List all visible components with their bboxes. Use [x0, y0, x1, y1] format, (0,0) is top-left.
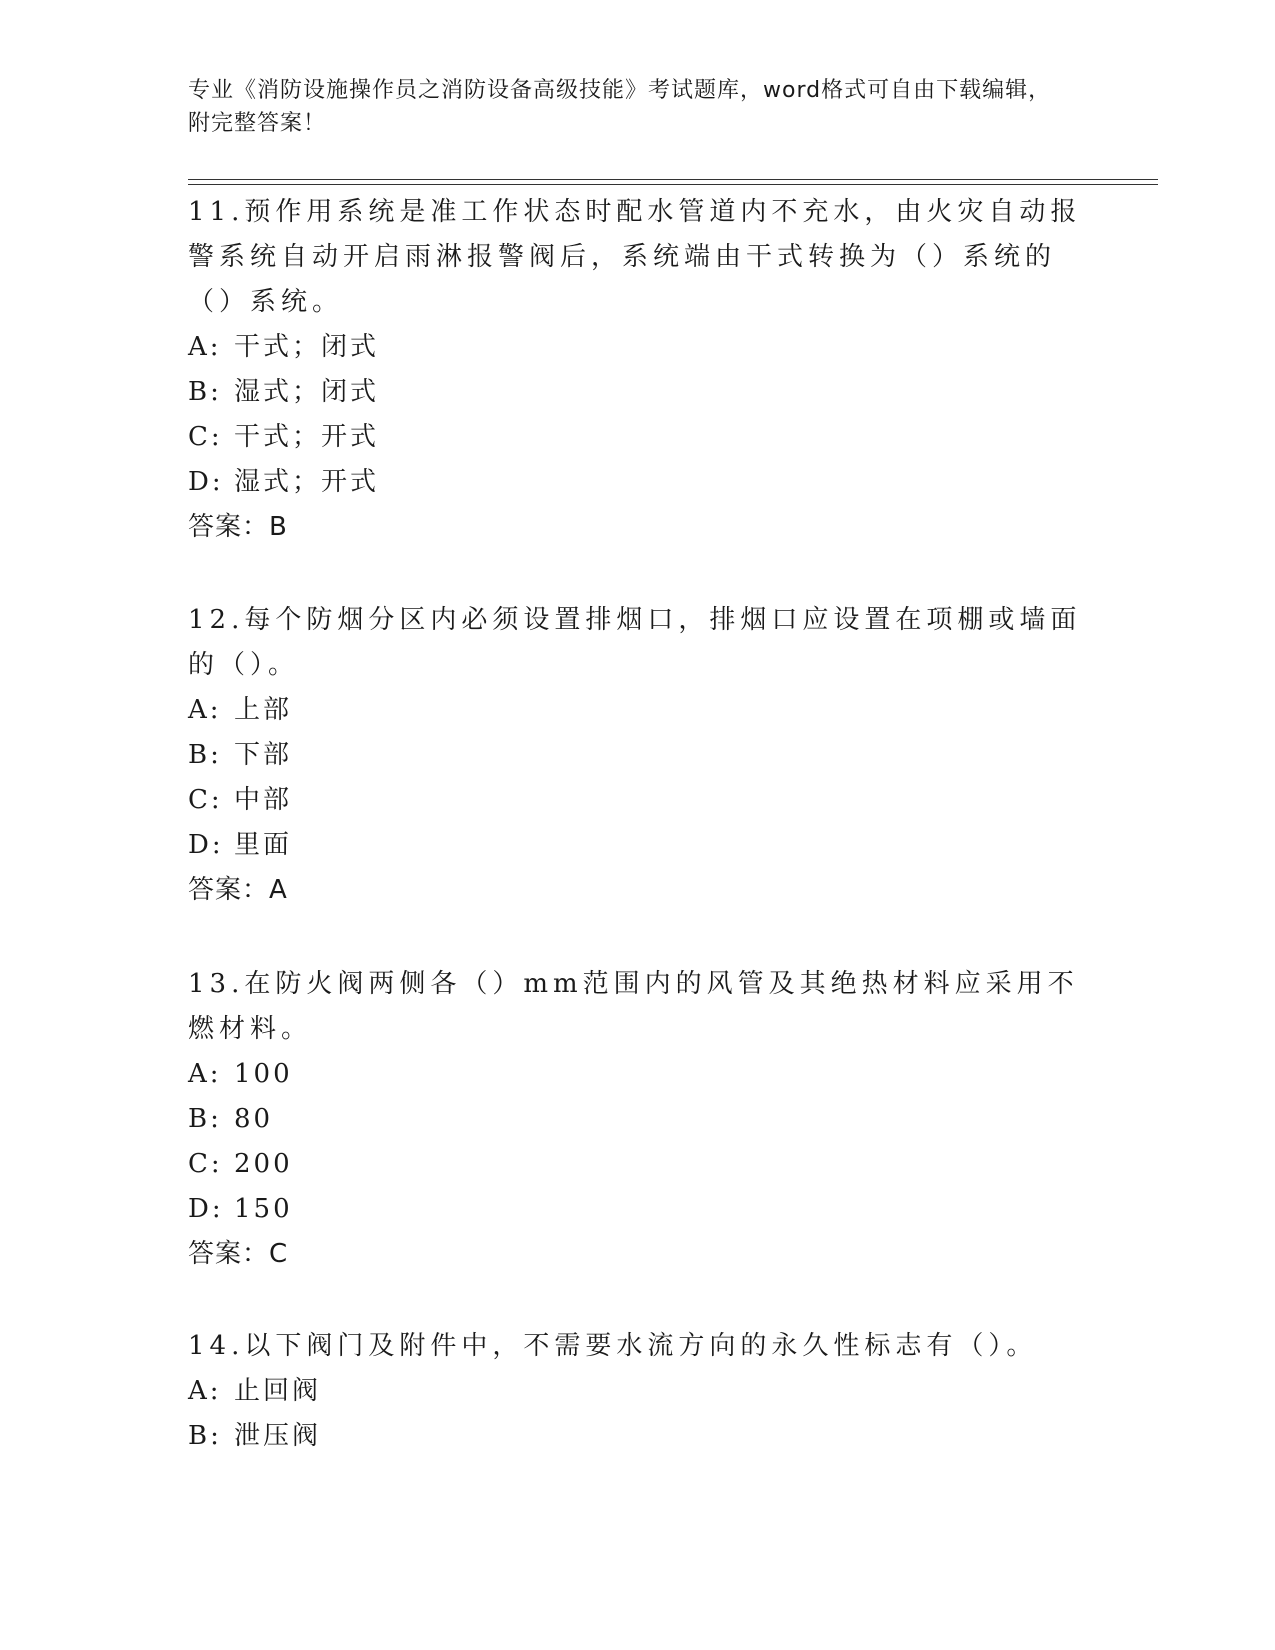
answer-line: 答案：A — [188, 875, 288, 905]
option-d — [188, 460, 1088, 505]
question-stem: 12.每个防烟分区内必须设置排烟口，排烟口应设置在项棚或墙面的（）。 — [188, 605, 1082, 680]
option-text: 干式；闭式 — [234, 332, 380, 362]
option-key: A: — [188, 1059, 222, 1089]
option-text: 200 — [234, 1149, 293, 1179]
option-text: 中部 — [234, 785, 293, 815]
option-text: 湿式；开式 — [234, 467, 380, 497]
option-b — [188, 733, 1088, 778]
question-12 — [188, 598, 1088, 913]
option-key: A: — [188, 695, 222, 725]
option-d — [188, 1187, 1088, 1232]
option-text: 150 — [234, 1194, 293, 1224]
option-key: D: — [188, 830, 224, 860]
option-text: 下部 — [234, 740, 293, 770]
option-c — [188, 415, 1088, 460]
option-text: 干式；开式 — [234, 422, 380, 452]
option-key: A: — [188, 1376, 222, 1406]
option-key: D: — [188, 467, 224, 497]
question-14 — [188, 1324, 1088, 1459]
option-key: C: — [188, 1149, 223, 1179]
header-divider-top — [188, 179, 1158, 180]
document-header: 专业《消防设施操作员之消防设备高级技能》考试题库，word格式可自由下载编辑，附完整答案！ — [188, 78, 1052, 136]
option-a — [188, 1052, 1088, 1097]
option-a — [188, 325, 1088, 370]
question-stem: 14.以下阀门及附件中，不需要水流方向的永久性标志有（）。 — [188, 1331, 1038, 1361]
option-a — [188, 688, 1088, 733]
answer-line: 答案：B — [188, 512, 288, 542]
option-text: 湿式；闭式 — [234, 377, 380, 407]
option-key: C: — [188, 422, 223, 452]
option-text: 止回阀 — [234, 1376, 322, 1406]
option-key: B: — [188, 740, 222, 770]
option-c — [188, 1142, 1088, 1187]
option-text: 80 — [234, 1104, 274, 1134]
option-a — [188, 1369, 1088, 1414]
option-key: B: — [188, 377, 222, 407]
option-key: D: — [188, 1194, 224, 1224]
question-13 — [188, 962, 1088, 1277]
question-stem: 13.在防火阀两侧各（）mm范围内的风管及其绝热材料应采用不燃材料。 — [188, 969, 1079, 1044]
option-key: A: — [188, 332, 222, 362]
option-c — [188, 778, 1088, 823]
option-key: C: — [188, 785, 223, 815]
option-b — [188, 370, 1088, 415]
option-text: 里面 — [234, 830, 293, 860]
question-11 — [188, 190, 1088, 550]
option-key: B: — [188, 1104, 222, 1134]
option-text: 泄压阀 — [234, 1421, 322, 1451]
answer-line: 答案：C — [188, 1239, 289, 1269]
option-text: 100 — [234, 1059, 293, 1089]
option-d — [188, 823, 1088, 868]
option-text: 上部 — [234, 695, 293, 725]
question-stem: 11.预作用系统是准工作状态时配水管道内不充水，由火灾自动报警系统自动开启雨淋报警阀后，系统端由干式转换为（）系统的（）系统。 — [188, 197, 1082, 317]
option-key: B: — [188, 1421, 222, 1451]
option-b — [188, 1414, 1088, 1459]
option-b — [188, 1097, 1088, 1142]
header-divider-bottom — [188, 184, 1158, 185]
